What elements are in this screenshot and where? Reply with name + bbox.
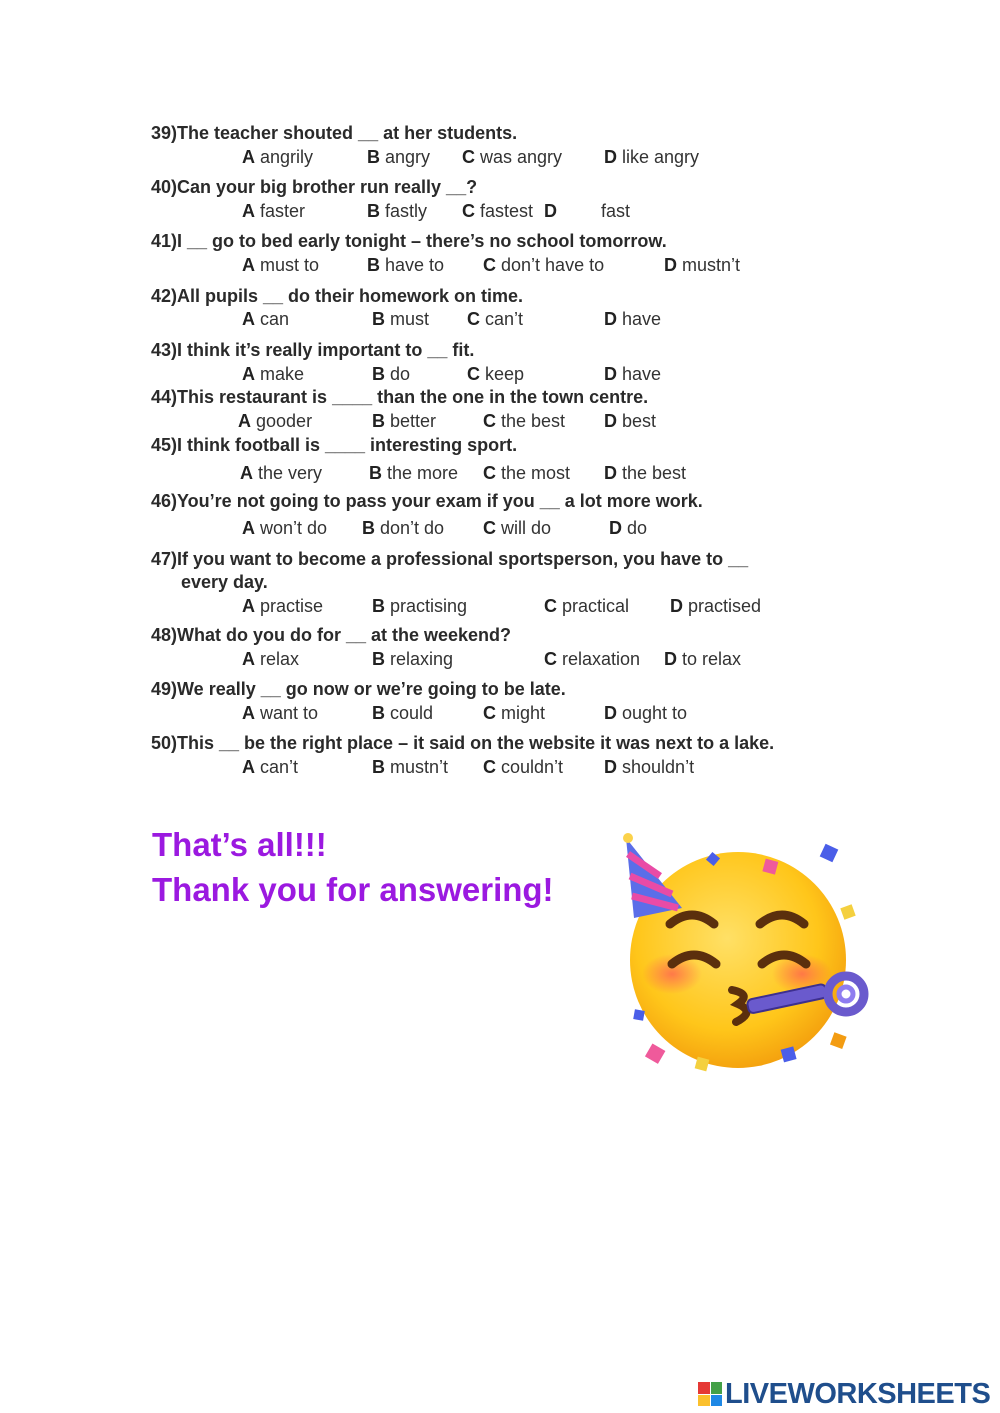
question-43 xyxy=(151,339,474,361)
question-47 xyxy=(151,548,748,570)
question-text: If you want to become a professional sportsperson, you have to __ xyxy=(177,549,749,569)
question-number: 40) xyxy=(151,177,178,197)
question-50 xyxy=(151,732,774,754)
question-number: 50) xyxy=(151,733,178,753)
option-a[interactable]: A faster xyxy=(242,201,306,221)
closing-line-1: That’s all!!! xyxy=(152,826,327,863)
question-number: 39) xyxy=(151,123,178,143)
closing-line-2: Thank you for answering! xyxy=(152,871,554,908)
question-40 xyxy=(151,176,477,198)
question-number: 46) xyxy=(151,491,178,511)
question-text: Can your big brother run really __? xyxy=(177,177,478,197)
option-a[interactable]: A can’t xyxy=(242,757,299,777)
question-number: 47) xyxy=(151,549,178,569)
question-39 xyxy=(151,122,517,144)
option-b[interactable]: B could xyxy=(372,703,434,723)
question-48 xyxy=(151,624,511,646)
option-b[interactable]: B mustn’t xyxy=(372,757,449,777)
option-c[interactable]: C will do xyxy=(483,518,552,538)
option-a[interactable]: A can xyxy=(242,309,290,329)
party-face-emoji-icon xyxy=(620,832,880,1082)
question-text: All pupils __ do their homework on time. xyxy=(177,286,524,306)
option-a[interactable]: A must to xyxy=(242,255,320,275)
option-a[interactable]: A relax xyxy=(242,649,300,669)
question-text: The teacher shouted __ at her students. xyxy=(177,123,518,143)
question-number: 42) xyxy=(151,286,178,306)
option-c[interactable]: C was angry xyxy=(462,147,563,167)
logo-square xyxy=(698,1382,710,1394)
question-text: What do you do for __ at the weekend? xyxy=(177,625,512,645)
option-d[interactable]: D best xyxy=(604,411,657,431)
option-d[interactable]: D have xyxy=(604,309,662,329)
question-number: 49) xyxy=(151,679,178,699)
question-text: You’re not going to pass your exam if you __ a lot more work. xyxy=(177,491,703,511)
option-c[interactable]: C can’t xyxy=(467,309,524,329)
option-d[interactable]: D like angry xyxy=(604,147,700,167)
question-46 xyxy=(151,490,703,512)
option-d[interactable]: D practised xyxy=(670,596,762,616)
question-number: 44) xyxy=(151,387,178,407)
option-b[interactable]: B practising xyxy=(372,596,468,616)
option-b[interactable]: B don’t do xyxy=(362,518,445,538)
question-text: This restaurant is ____ than the one in the town centre. xyxy=(177,387,649,407)
option-c[interactable]: C the most xyxy=(483,463,571,483)
question-44 xyxy=(151,386,648,408)
option-b[interactable]: B angry xyxy=(367,147,431,167)
option-b[interactable]: B must xyxy=(372,309,430,329)
question-number: 43) xyxy=(151,340,178,360)
question-number: 41) xyxy=(151,231,178,251)
option-d[interactable]: D fast xyxy=(544,201,631,221)
option-d[interactable]: D shouldn’t xyxy=(604,757,695,777)
option-c[interactable]: C don’t have to xyxy=(483,255,605,275)
option-d[interactable]: D do xyxy=(609,518,648,538)
option-b[interactable]: B do xyxy=(372,364,411,384)
option-a[interactable]: A make xyxy=(242,364,305,384)
question-text: I __ go to bed early tonight – there’s no school tomorrow. xyxy=(177,231,667,251)
option-a[interactable]: A angrily xyxy=(242,147,314,167)
option-c[interactable]: C fastest xyxy=(462,201,534,221)
option-b[interactable]: B fastly xyxy=(367,201,428,221)
logo-square xyxy=(711,1395,723,1407)
option-d[interactable]: D ought to xyxy=(604,703,688,723)
option-c[interactable]: C relaxation xyxy=(544,649,641,669)
option-a[interactable]: A the very xyxy=(240,463,323,483)
option-b[interactable]: B the more xyxy=(369,463,459,483)
option-a[interactable]: A gooder xyxy=(238,411,313,431)
question-42 xyxy=(151,285,523,307)
question-47-continued: every day. xyxy=(181,572,268,592)
option-c[interactable]: C practical xyxy=(544,596,630,616)
option-b[interactable]: B better xyxy=(372,411,437,431)
option-b[interactable]: B relaxing xyxy=(372,649,454,669)
question-text: This __ be the right place – it said on the website it was next to a lake. xyxy=(177,733,775,753)
option-c[interactable]: C keep xyxy=(467,364,525,384)
option-a[interactable]: A want to xyxy=(242,703,319,723)
option-a[interactable]: A practise xyxy=(242,596,324,616)
brand-text: LIVEWORKSHEETS xyxy=(725,1377,991,1410)
option-d[interactable]: D the best xyxy=(604,463,687,483)
option-c[interactable]: C the best xyxy=(483,411,566,431)
question-number: 48) xyxy=(151,625,178,645)
option-d[interactable]: D to relax xyxy=(664,649,742,669)
question-number: 45) xyxy=(151,435,178,455)
question-text: I think it’s really important to __ fit. xyxy=(177,340,475,360)
option-c[interactable]: C couldn’t xyxy=(483,757,564,777)
liveworksheets-logo-icon xyxy=(698,1382,722,1406)
option-a[interactable]: A won’t do xyxy=(242,518,328,538)
liveworksheets-brand xyxy=(698,1378,990,1410)
logo-square xyxy=(698,1395,710,1407)
question-text: We really __ go now or we’re going to be late. xyxy=(177,679,566,699)
option-d[interactable]: D mustn’t xyxy=(664,255,741,275)
option-c[interactable]: C might xyxy=(483,703,546,723)
question-text: I think football is ____ interesting sport. xyxy=(177,435,518,455)
question-41 xyxy=(151,230,667,252)
logo-square xyxy=(711,1382,723,1394)
question-49 xyxy=(151,678,566,700)
option-d[interactable]: D have xyxy=(604,364,662,384)
option-b[interactable]: B have to xyxy=(367,255,445,275)
question-45 xyxy=(151,434,517,456)
